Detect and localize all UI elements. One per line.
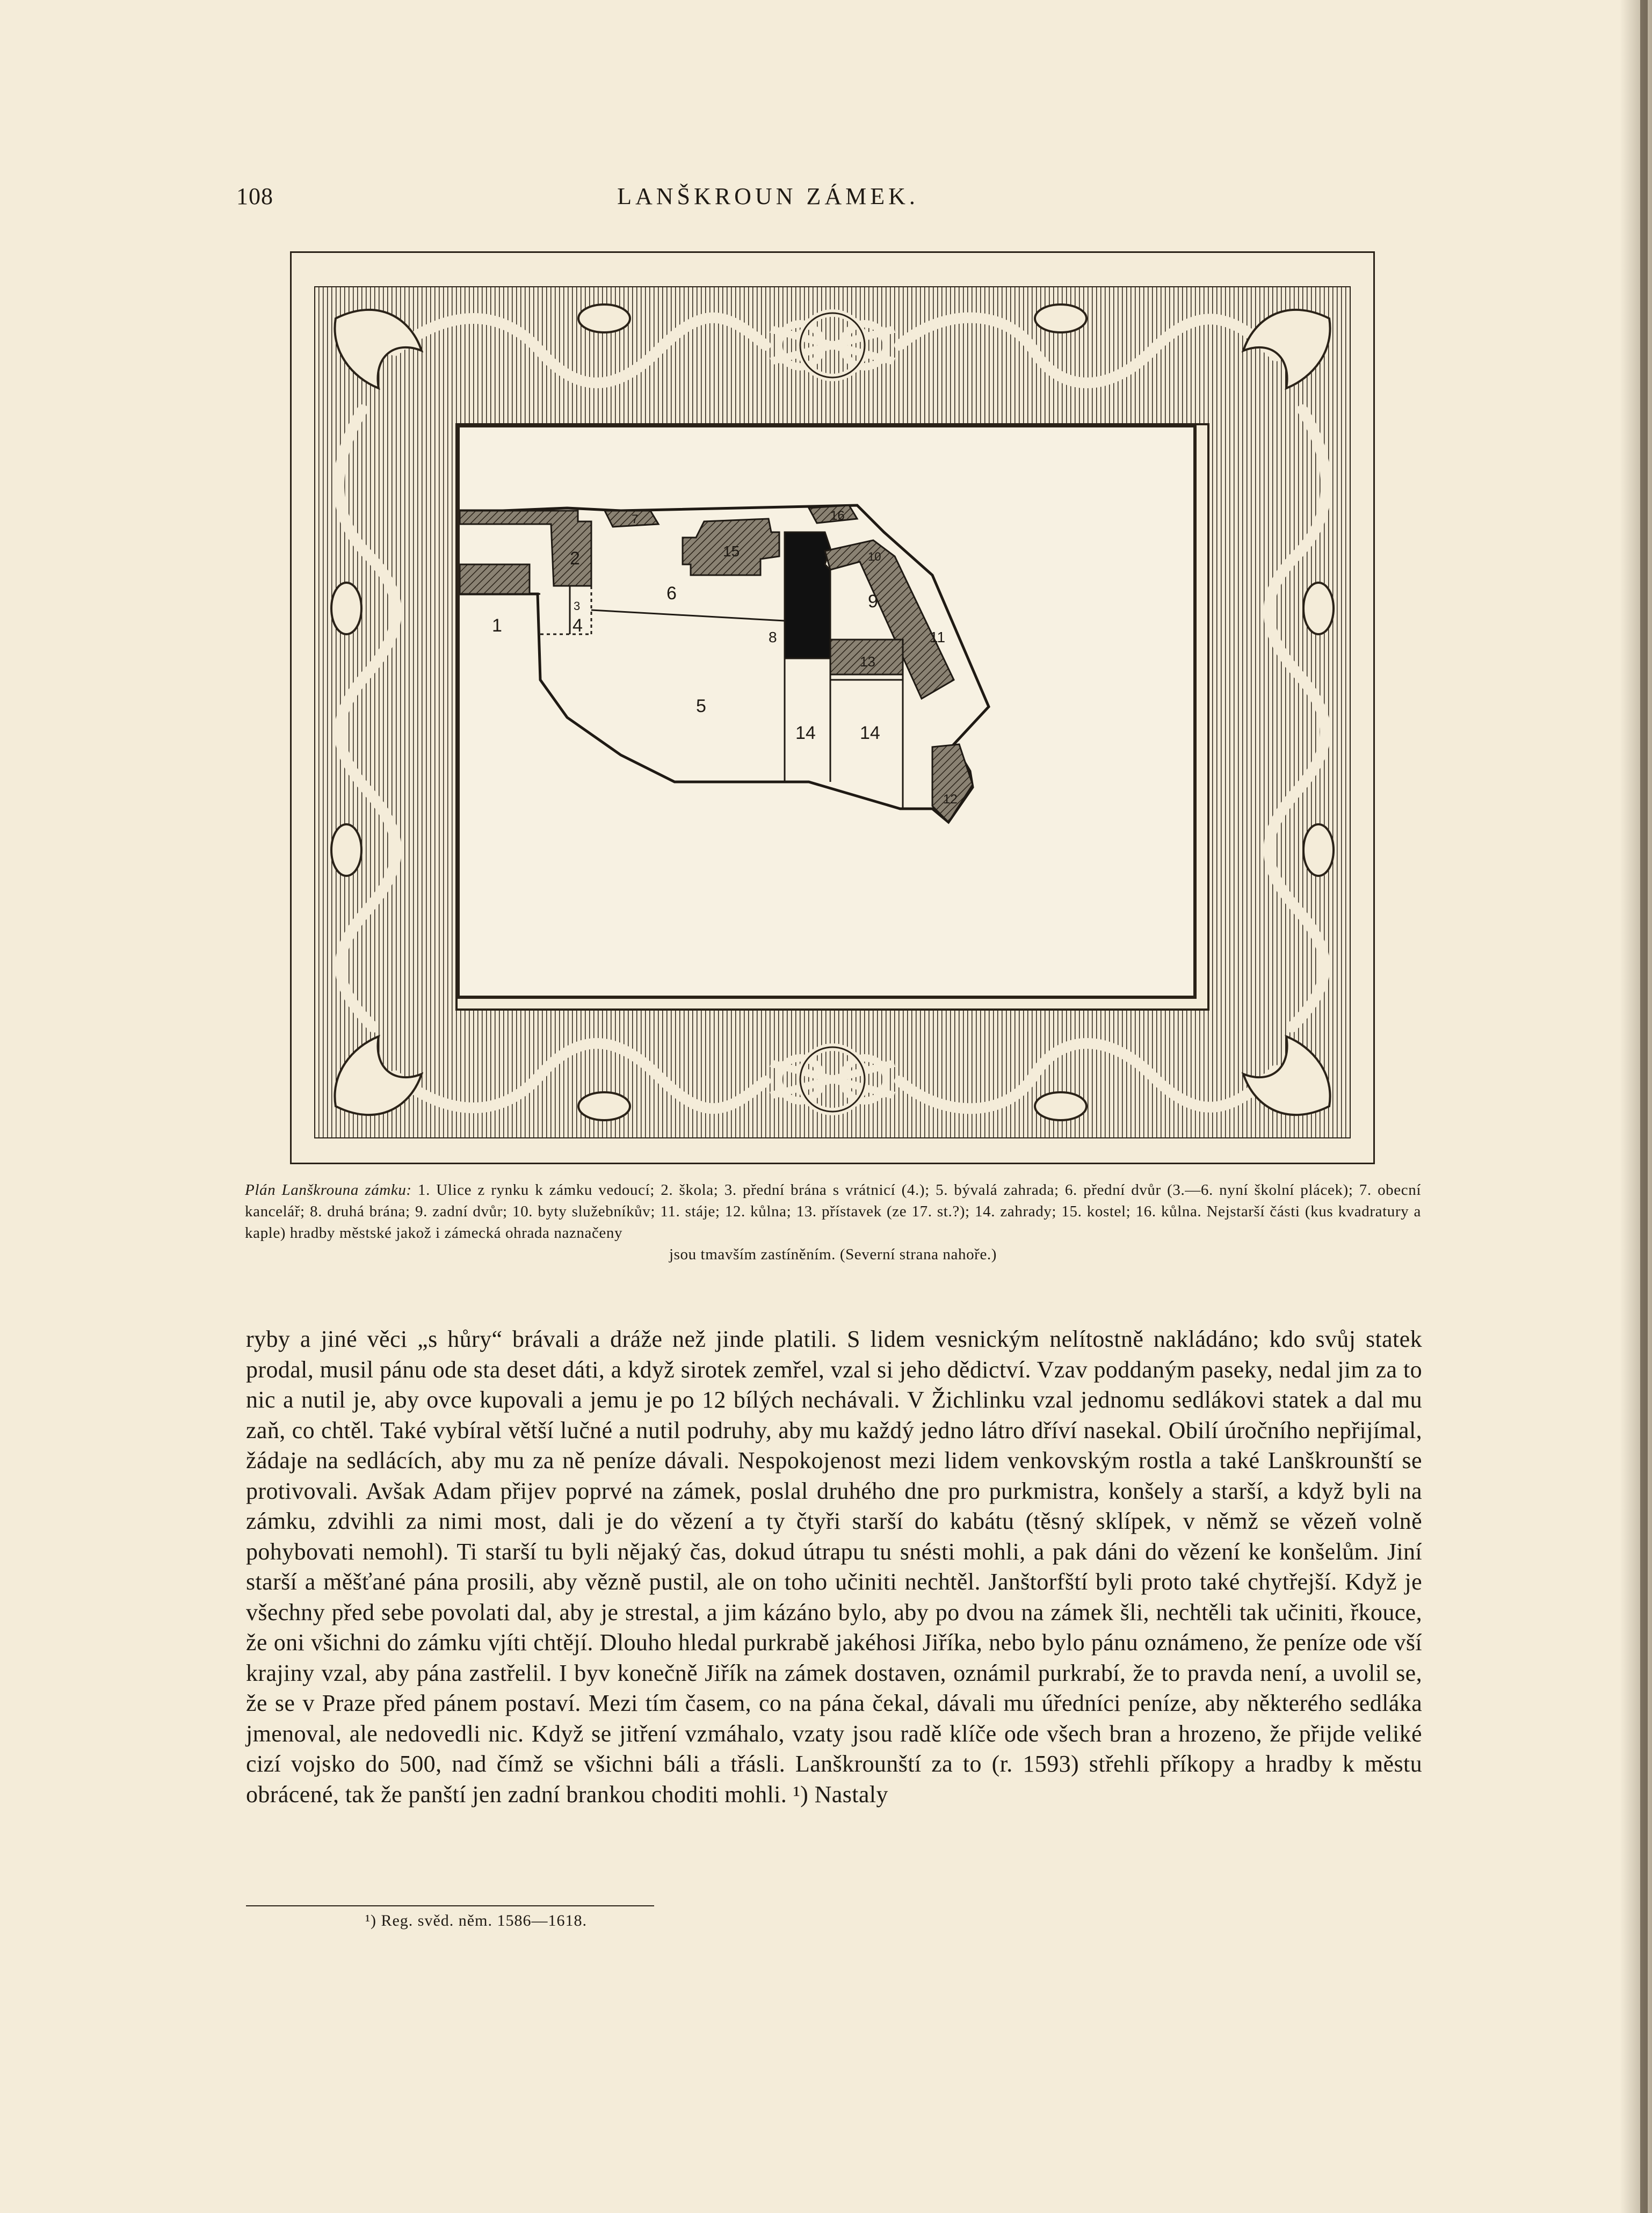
- plan-label-15: 15: [723, 543, 740, 560]
- book-binding-edge: [1640, 0, 1648, 2213]
- caption-text: 1. Ulice z rynku k zámku vedoucí; 2. škola; 3. přední brána s vrátnicí (4.); 5. bývalá zahrada; 6. přední dvůr (3.—6. nyní školní plácek); 7. obecní kancelář; 8. druhá brána; 9. zadní dvůr; 10. byty služebníkův; 11. stáje; 12. kůlna; 13. přístavek (ze 17. st.?); 14. zahrady; 15. kostel; 16. kůlna. Nejstarší části (kus kvadratury a kaple) hradby městské jakož i zámecká ohrada naznačeny: [245, 1181, 1421, 1242]
- body-text: [246, 1324, 1422, 1810]
- plan-label-11: 11: [930, 629, 946, 645]
- plan-label-14a: 14: [795, 723, 816, 743]
- running-head: [236, 183, 1300, 215]
- caption-title: Plán Lanškrouna zámku:: [245, 1181, 412, 1199]
- plan-label-8: 8: [769, 629, 777, 645]
- page-number: 108: [236, 183, 273, 209]
- plan-label-10: 10: [868, 550, 881, 563]
- plan-label-14b: 14: [860, 723, 880, 743]
- footnote: ¹) Reg. svěd. něm. 1586—1618.: [365, 1912, 587, 1929]
- caption-last-line: jsou tmavším zastíněním. (Severní strana nahoře.): [669, 1246, 997, 1263]
- building-2-left: [460, 564, 530, 594]
- building-12: [932, 744, 973, 822]
- plan-label-5: 5: [696, 696, 706, 716]
- plan-label-3: 3: [574, 599, 581, 613]
- plan-label-1: 1: [492, 615, 502, 636]
- castle-plan: [457, 424, 1197, 999]
- plan-label-12: 12: [943, 792, 958, 807]
- plan-label-13: 13: [860, 654, 875, 670]
- plan-label-16: 16: [830, 509, 845, 523]
- body-paragraph: ryby a jiné věci „s hůry“ brávali a dráže než jinde platili. S lidem vesnickým nelítostně nakládáno; kdo svůj statek prodal, musil pánu ode sta deset dáti, a když sirotek zemřel, vzal si jeho dědictví. Vzav poddaným paseky, nedal jim za to nic a nutil je, aby ovce kupovali a jemu je po 12 bílých nechávali. V Žichlinku vzal jednomu sedlákovi statek a dal mu zaň, co chtěl. Také vybíral větší lučné a nutil podruhy, aby mu každý jedno látro dříví nasekal. Obilí úročního nepřijímal, žádaje na sedlácích, aby mu za ně peníze dávali. Nespokojenost mezi lidem venkovským rostla a také Lanškrounští se protivovali. Avšak Adam přijev poprvé na zámek, poslal druhého dne pro purkmistra, konšely a starší, a když byli na zámku, zdvihli za nimi most, dali je do vězení a ty čtyři starší do kabátu (těsný sklípek, v němž se vězeň volně pohybovati nemohl). Ti starší tu byli nějaký čas, dokud útrapu tu snésti mohli, a pak dáni do vězení ke konšelům. Jiní starší a měšťané pána prosili, aby vězně pustil, ale on toho učiniti nechtěl. Janštorfští byli proto také chytřejší. Když je všechny před sebe povolati dal, aby je strestal, a jim kázáno bylo, aby po dvou na zámek šli, nechtěli tak učiniti, řkouce, že oni všichni do zámku vjíti chtějí. Dlouho hledal purkrabě jakéhosi Jiříka, nebo bylo pánu oznámeno, že peníze ode vší krajiny vzal, aby pána zastřelil. I byv konečně Jiřík na zámek dostaven, oznámil purkrabí, že to pravda není, a uvolil se, že se v Praze před pánem postaví. Mezi tím časem, co na pána čekal, dávali mu úředníci peníze, aby některého sedláka jmenoval, ale nedovedli nic. Když se jitření vzmáhalo, vzaty jsou radě klíče ode všech bran a hrozeno, že přijde veliké cizí vojsko do 500, nad čímž se všichni báli a třásli. Lanškrounští za to (r. 1593) střehli příkopy a hradby k městu obrácené, tak že panští jen zadní brankou choditi mohli. ¹) Nastaly: [246, 1326, 1422, 1808]
- footnote-rule: [246, 1905, 654, 1906]
- plan-label-9: 9: [868, 591, 878, 612]
- plan-label-4: 4: [573, 615, 583, 636]
- figure-caption: [245, 1179, 1421, 1265]
- page-title: LANŠKROUN ZÁMEK.: [617, 183, 919, 209]
- plan-label-2: 2: [570, 548, 580, 569]
- plan-label-7: 7: [632, 512, 639, 526]
- castle-plan-drawing: [460, 427, 1193, 996]
- plan-label-6: 6: [666, 583, 677, 604]
